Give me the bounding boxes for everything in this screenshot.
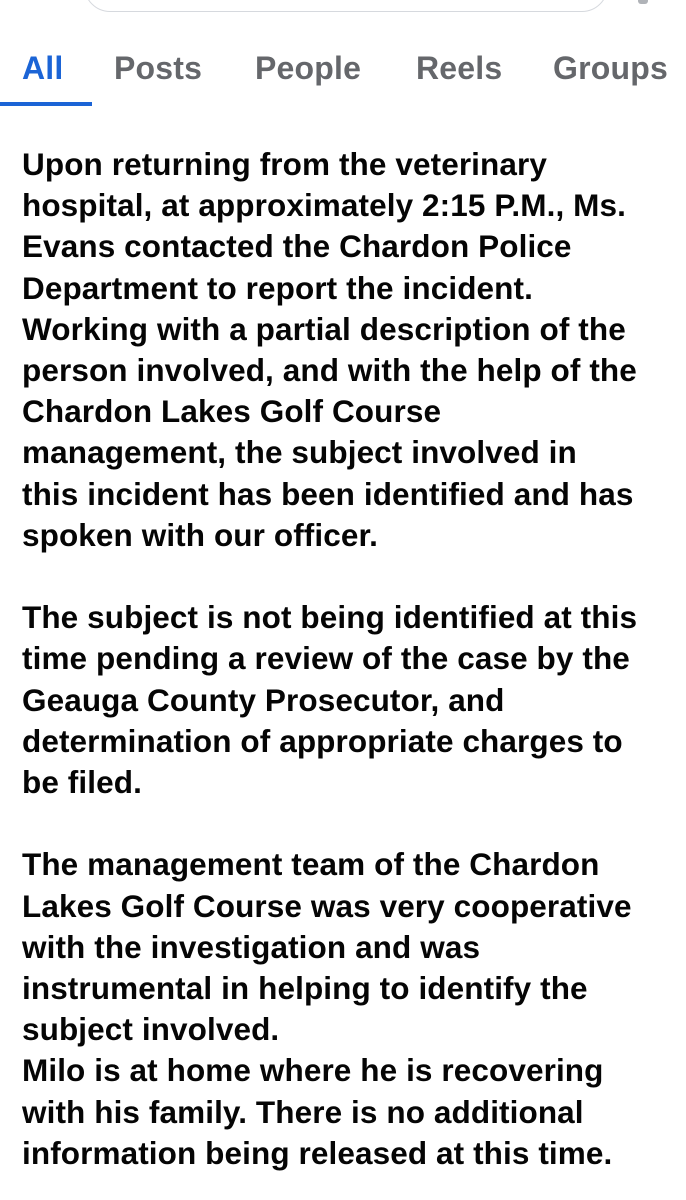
- text-line: information being released at this time.: [22, 1134, 613, 1171]
- post-paragraph-3: [22, 844, 686, 1174]
- text-line: person involved, and with the help of the: [22, 352, 637, 389]
- tab-people[interactable]: People: [255, 50, 362, 86]
- text-line: instrumental in helping to identify the: [22, 970, 588, 1007]
- tab-posts[interactable]: Posts: [114, 50, 203, 86]
- post-text: [22, 144, 686, 1174]
- paragraph-spacer: [22, 556, 686, 597]
- text-line: Evans contacted the Chardon Police: [22, 228, 572, 265]
- post-paragraph-2: [22, 597, 686, 803]
- text-line: Working with a partial description of the: [22, 310, 626, 347]
- text-line: management, the subject involved in: [22, 434, 577, 471]
- text-line: spoken with our officer.: [22, 516, 378, 553]
- text-line: subject involved.: [22, 1011, 280, 1048]
- text-line: hospital, at approximately 2:15 P.M., Ms.: [22, 187, 626, 224]
- search-filter-tabs: [0, 44, 686, 106]
- more-options-icon[interactable]: [638, 0, 648, 4]
- tab-groups[interactable]: Groups: [553, 50, 668, 86]
- text-line: time pending a review of the case by the: [22, 640, 630, 677]
- text-line: Lakes Golf Course was very cooperative: [22, 887, 632, 924]
- text-line: Department to report the incident.: [22, 269, 533, 306]
- tab-all[interactable]: All: [22, 50, 64, 86]
- text-line: this incident has been identified and has: [22, 475, 634, 512]
- text-line: Chardon Lakes Golf Course: [22, 393, 442, 430]
- text-line: The subject is not being identified at this: [22, 599, 638, 636]
- tab-reels[interactable]: Reels: [416, 50, 503, 86]
- text-line: with his family. There is no additional: [22, 1093, 584, 1130]
- text-line: Upon returning from the veterinary: [22, 146, 547, 182]
- active-tab-indicator: [0, 102, 92, 106]
- text-line: Milo is at home where he is recovering: [22, 1052, 604, 1089]
- text-line: Geauga County Prosecutor, and: [22, 681, 505, 718]
- text-line: with the investigation and was: [22, 928, 481, 965]
- text-line: The management team of the Chardon: [22, 846, 600, 883]
- post-paragraph-1: [22, 144, 686, 556]
- text-line: determination of appropriate charges to: [22, 722, 623, 759]
- text-line: be filed.: [22, 764, 142, 801]
- paragraph-spacer: [22, 803, 686, 844]
- search-bar[interactable]: [84, 0, 608, 12]
